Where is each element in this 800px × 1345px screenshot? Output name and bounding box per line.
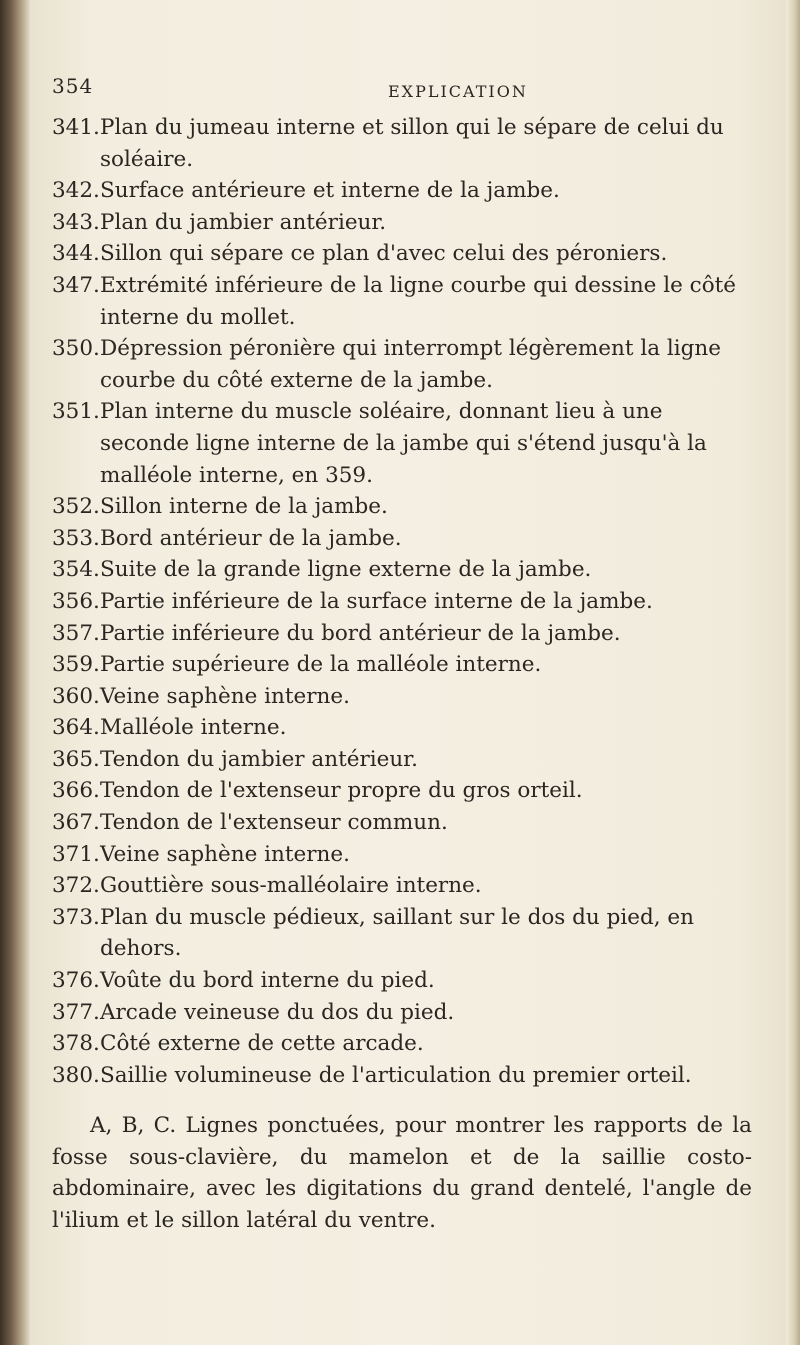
entry-text: Veine saphène interne. xyxy=(100,841,350,867)
legend-entry xyxy=(52,1060,752,1092)
note-paragraph: A, B, C. Lignes ponctuées, pour montrer les rapports de la fosse sous-clavière, du mamelon et de la saillie costo-abdominaire, avec les digitations du grand dentelé, l'angle de l'ilium et le sillon latéral du ventre. xyxy=(52,1113,752,1233)
legend-entry xyxy=(52,207,752,239)
entry-text: Partie supérieure de la malléole interne. xyxy=(100,652,542,678)
entry-number: 343. xyxy=(52,209,100,235)
entry-text: Tendon du jambier antérieur. xyxy=(100,746,418,772)
entry-number: 378. xyxy=(52,1031,100,1057)
legend-entry xyxy=(52,807,752,839)
legend-entry xyxy=(52,839,752,871)
legend-entry xyxy=(52,649,752,681)
entry-number: 353. xyxy=(52,525,100,551)
page-number: 354 xyxy=(52,74,94,98)
legend-entry xyxy=(52,175,752,207)
entry-text: Suite de la grande ligne externe de la jambe. xyxy=(100,557,592,583)
legend-entry xyxy=(52,523,752,555)
entry-number: 342. xyxy=(52,178,100,204)
entry-number: 366. xyxy=(52,778,100,804)
entry-number: 341. xyxy=(52,115,100,140)
legend-entry xyxy=(52,775,752,807)
entry-text: Plan du muscle pédieux, saillant sur le dos du pied, en dehors. xyxy=(100,904,694,962)
legend-entry xyxy=(52,712,752,744)
entry-number: 360. xyxy=(52,683,100,709)
legend-entry xyxy=(52,997,752,1029)
entry-text: Gouttière sous-malléolaire interne. xyxy=(100,873,482,899)
entry-text: Tendon de l'extenseur commun. xyxy=(100,810,448,836)
legend-entry xyxy=(52,396,752,491)
legend-entry xyxy=(52,270,752,333)
entry-number: 365. xyxy=(52,746,100,772)
legend-entry xyxy=(52,491,752,523)
entry-number: 371. xyxy=(52,841,100,867)
legend-entry xyxy=(52,554,752,586)
legend-entry xyxy=(52,902,752,965)
entry-text: Plan du jambier antérieur. xyxy=(100,209,387,235)
entry-number: 359. xyxy=(52,652,100,678)
entry-number: 376. xyxy=(52,968,100,994)
legend-entry xyxy=(52,618,752,650)
entry-text: Sillon qui sépare ce plan d'avec celui des péroniers. xyxy=(100,241,668,267)
legend-entry xyxy=(52,870,752,902)
entry-number: 377. xyxy=(52,999,100,1025)
running-title: EXPLICATION xyxy=(388,82,528,101)
book-binding-shadow xyxy=(0,0,30,1345)
entry-text: Côté externe de cette arcade. xyxy=(100,1031,424,1057)
legend-entry xyxy=(52,1028,752,1060)
legend-entry xyxy=(52,112,752,175)
entry-text: Plan interne du muscle soléaire, donnant lieu à une seconde ligne interne de la jambe qui s'étend jusqu'à la malléole interne, en 359. xyxy=(100,399,707,488)
page-header xyxy=(0,70,800,106)
legend-entry xyxy=(52,333,752,396)
entry-text: Veine saphène interne. xyxy=(100,683,350,709)
legend-entry xyxy=(52,681,752,713)
entry-text: Bord antérieur de la jambe. xyxy=(100,525,402,551)
legend-entry-list xyxy=(52,112,752,1091)
entry-text: Surface antérieure et interne de la jambe. xyxy=(100,178,560,204)
entry-number: 364. xyxy=(52,715,100,741)
entry-text: Saillie volumineuse de l'articulation du premier orteil. xyxy=(100,1062,692,1088)
entry-number: 344. xyxy=(52,241,100,267)
legend-entry xyxy=(52,238,752,270)
entry-text: Partie inférieure de la surface interne de la jambe. xyxy=(100,588,653,614)
entry-text: Dépression péronière qui interrompt légèrement la ligne courbe du côté externe de la jambe. xyxy=(100,336,721,393)
entry-text: Extrémité inférieure de la ligne courbe qui dessine le côté interne du mollet. xyxy=(100,272,737,330)
entry-text: Partie inférieure du bord antérieur de la jambe. xyxy=(100,620,621,646)
entry-number: 372. xyxy=(52,873,100,899)
page-edge xyxy=(786,0,800,1345)
legend-entry xyxy=(52,744,752,776)
entry-number: 357. xyxy=(52,620,100,646)
entry-text: Voûte du bord interne du pied. xyxy=(100,968,435,994)
entry-text: Arcade veineuse du dos du pied. xyxy=(100,999,455,1025)
legend-entry xyxy=(52,586,752,618)
entry-number: 380. xyxy=(52,1062,100,1088)
entry-number: 351. xyxy=(52,399,100,425)
entry-text: Plan du jumeau interne et sillon qui le sépare de celui du soléaire. xyxy=(100,115,724,172)
legend-entry xyxy=(52,965,752,997)
entry-number: 356. xyxy=(52,588,100,614)
entry-text: Sillon interne de la jambe. xyxy=(100,494,388,520)
entry-number: 354. xyxy=(52,557,100,583)
entry-number: 367. xyxy=(52,810,100,836)
entry-number: 352. xyxy=(52,494,100,520)
entry-number: 347. xyxy=(52,272,100,298)
entry-text: Tendon de l'extenseur propre du gros orteil. xyxy=(100,778,583,804)
entry-number: 350. xyxy=(52,336,100,362)
entry-text: Malléole interne. xyxy=(100,715,287,741)
entry-number: 373. xyxy=(52,904,100,930)
